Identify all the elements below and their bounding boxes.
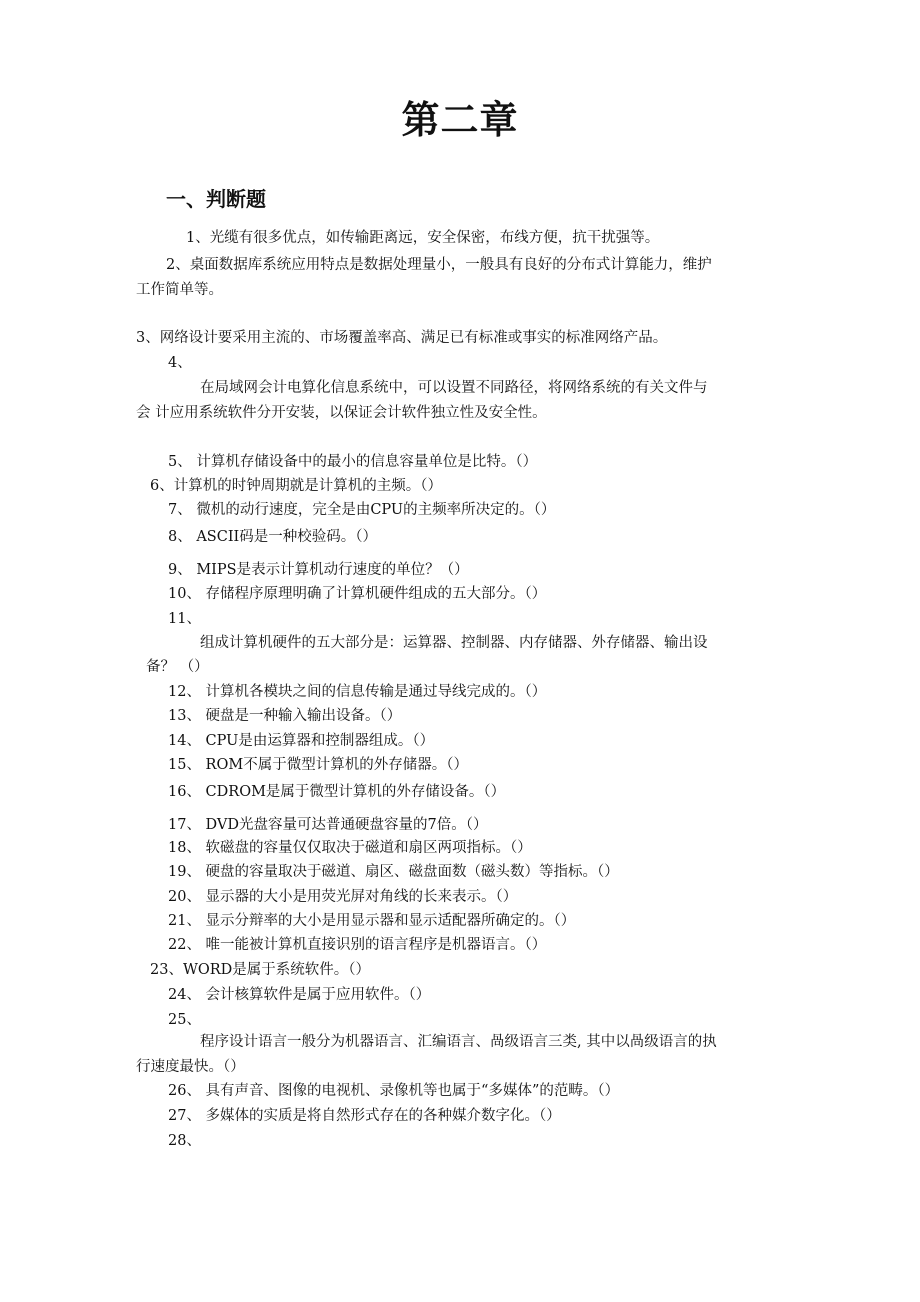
- question-9: 9、 MIPS是表示计算机动行速度的单位？（）: [168, 562, 469, 578]
- question-13: 13、 硬盘是一种输入输出设备。（）: [168, 708, 402, 724]
- question-25-number: 25、: [168, 1012, 201, 1028]
- question-20: 20、 显示器的大小是用荧光屏对角线的长来表示。（）: [168, 889, 518, 905]
- section-heading: 一、判断题: [166, 187, 266, 211]
- question-4-number: 4、: [168, 355, 192, 371]
- question-22: 22、 唯一能被计算机直接识别的语言程序是机器语言。（）: [168, 937, 547, 953]
- question-2-line-1: 2、桌面数据库系统应用特点是数据处理量小，一般具有良好的分布式计算能力，维护: [166, 257, 712, 273]
- question-27: 27、 多媒体的实质是将自然形式存在的各种媒介数字化。（）: [168, 1108, 561, 1124]
- question-2-line-2: 工作简单等。: [136, 282, 223, 298]
- question-8: 8、 ASCII码是一种校验码。（）: [168, 529, 378, 545]
- question-3: 3、网络设计要采用主流的、市场覆盖率高、满足已有标准或事实的标准网络产品。: [136, 330, 668, 346]
- question-25-line-2: 行速度最快。（）: [136, 1059, 245, 1075]
- question-11-line-1: 组成计算机硬件的五大部分是：运算器、控制器、内存储器、外存储器、输出设: [200, 635, 708, 651]
- question-28-number: 28、: [168, 1133, 201, 1149]
- question-23: 23、WORD是属于系统软件。（）: [150, 962, 371, 978]
- question-24: 24、 会计核算软件是属于应用软件。（）: [168, 987, 431, 1003]
- question-25-line-1: 程序设计语言一般分为机器语言、汇编语言、咼级语言三类, 其中以咼级语言的执: [200, 1034, 717, 1050]
- question-17: 17、 DVD光盘容量可达普通硬盘容量的7倍。（）: [168, 817, 488, 833]
- question-21: 21、 显示分辩率的大小是用显示器和显示适配器所确定的。（）: [168, 913, 576, 929]
- chapter-title: 第二章: [401, 97, 519, 142]
- question-4-line-2: 会 计应用系统软件分开安装，以保证会计软件独立性及安全性。: [136, 405, 547, 421]
- question-12: 12、 计算机各模块之间的信息传输是通过导线完成的。（）: [168, 684, 547, 700]
- question-18: 18、 软磁盘的容量仅仅取决于磁道和扇区两项指标。（）: [168, 840, 532, 856]
- question-16: 16、 CDROM是属于微型计算机的外存储设备。（）: [168, 784, 506, 800]
- question-5: 5、 计算机存储设备中的最小的信息容量单位是比特。（）: [168, 454, 538, 470]
- question-1: 1、光缆有很多优点，如传输距离远，安全保密，布线方便，抗干扰强等。: [186, 230, 660, 246]
- question-4-line-1: 在局域网会计电算化信息系统中，可以设置不同路径，将网络系统的有关文件与: [200, 380, 708, 396]
- question-10: 10、 存储程序原理明确了计算机硬件组成的五大部分。（）: [168, 586, 547, 602]
- question-15: 15、 ROM不属于微型计算机的外存储器。（）: [168, 757, 468, 773]
- question-11-line-2: 备？ （）: [146, 659, 209, 675]
- question-19: 19、 硬盘的容量取决于磁道、扇区、磁盘面数（磁头数）等指标。（）: [168, 864, 619, 880]
- question-26: 26、 具有声音、图像的电视机、录像机等也属于“多媒体”的范畴。（）: [168, 1083, 620, 1099]
- question-11-number: 11、: [168, 611, 201, 627]
- question-7: 7、 微机的动行速度，完全是由CPU的主频率所决定的。（）: [168, 502, 556, 518]
- question-14: 14、 CPU是由运算器和控制器组成。（）: [168, 733, 435, 749]
- question-6: 6、计算机的时钟周期就是计算机的主频。（）: [150, 478, 442, 494]
